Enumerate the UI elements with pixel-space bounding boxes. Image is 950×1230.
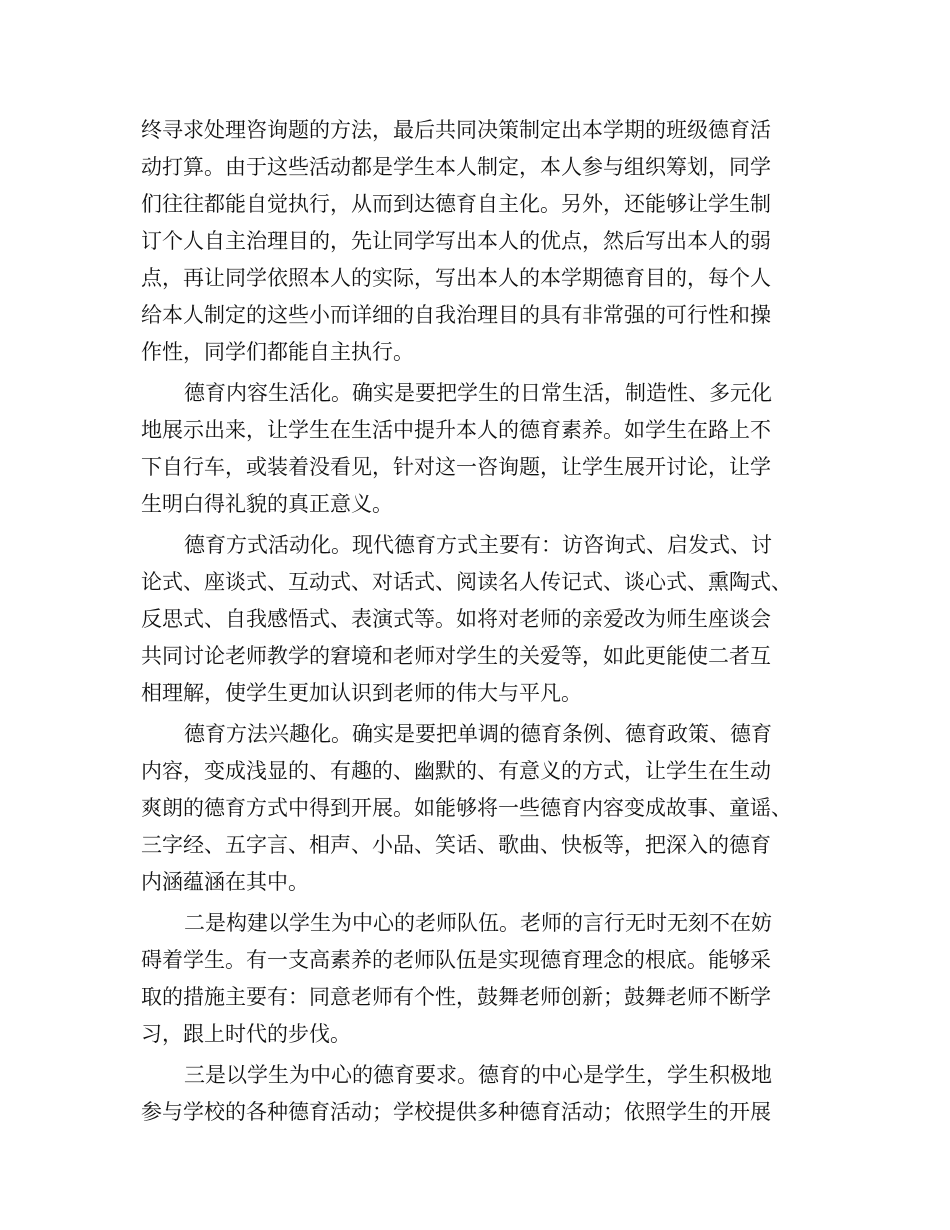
text-line: 们往往都能自觉执行，从而到达德育自主化。另外，还能够让学生制 — [141, 192, 771, 216]
text-line: 论式、座谈式、互动式、对话式、阅读名人传记式、谈心式、熏陶式、 — [141, 570, 792, 594]
paragraph-student-centered — [141, 1057, 816, 1131]
document-body — [141, 112, 816, 1131]
text-line: 德育方法兴趣化。确实是要把单调的德育条例、德育政策、德育 — [184, 722, 772, 746]
paragraph-moral-content — [141, 375, 816, 523]
text-line: 参与学校的各种德育活动；学校提供多种德育活动；依照学生的开展 — [141, 1100, 771, 1124]
text-line: 相理解，使学生更加认识到老师的伟大与平凡。 — [141, 681, 582, 705]
text-line: 作性，同学们都能自主执行。 — [141, 340, 414, 364]
paragraph-moral-methods — [141, 527, 816, 712]
text-line: 内容，变成浅显的、有趣的、幽默的、有意义的方式，让学生在生动 — [141, 759, 771, 783]
text-line: 取的措施主要有：同意老师有个性，鼓舞老师创新；鼓舞老师不断学 — [141, 985, 771, 1009]
text-line: 给本人制定的这些小而详细的自我治理目的具有非常强的可行性和操 — [141, 303, 771, 327]
paragraph-moral-interest — [141, 716, 816, 901]
text-line: 二是构建以学生为中心的老师队伍。老师的言行无时无刻不在妨 — [184, 911, 772, 935]
text-line: 内涵蕴涵在其中。 — [141, 870, 309, 894]
text-line: 地展示出来，让学生在生活中提升本人的德育素养。如学生在路上不 — [141, 418, 771, 442]
text-line: 德育方式活动化。现代德育方式主要有：访咨询式、启发式、讨 — [184, 533, 772, 557]
text-line: 订个人自主治理目的，先让同学写出本人的优点，然后写出本人的弱 — [141, 229, 771, 253]
text-line: 德育内容生活化。确实是要把学生的日常生活，制造性、多元化 — [184, 381, 772, 405]
text-line: 三字经、五字言、相声、小品、笑话、歌曲、快板等，把深入的德育 — [141, 833, 771, 857]
text-line: 终寻求处理咨询题的方法，最后共同决策制定出本学期的班级德育活 — [141, 118, 771, 142]
paragraph-teacher-team — [141, 905, 816, 1053]
text-line: 三是以学生为中心的德育要求。德育的中心是学生，学生积极地 — [184, 1063, 772, 1087]
text-line: 共同讨论老师教学的窘境和老师对学生的关爱等，如此更能使二者互 — [141, 644, 771, 668]
text-line: 点，再让同学依照本人的实际，写出本人的本学期德育目的，每个人 — [141, 266, 771, 290]
paragraph-continuation — [141, 112, 816, 371]
text-line: 生明白得礼貌的真正意义。 — [141, 492, 393, 516]
text-line: 下自行车，或装着没看见，针对这一咨询题，让学生展开讨论，让学 — [141, 455, 771, 479]
text-line: 爽朗的德育方式中得到开展。如能够将一些德育内容变成故事、童谣、 — [141, 796, 792, 820]
text-line: 动打算。由于这些活动都是学生本人制定，本人参与组织筹划，同学 — [141, 155, 771, 179]
text-line: 反思式、自我感悟式、表演式等。如将对老师的亲爱改为师生座谈会 — [141, 607, 771, 631]
text-line: 碍着学生。有一支高素养的老师队伍是实现德育理念的根底。能够采 — [141, 948, 771, 972]
text-line: 习，跟上时代的步伐。 — [141, 1022, 351, 1046]
